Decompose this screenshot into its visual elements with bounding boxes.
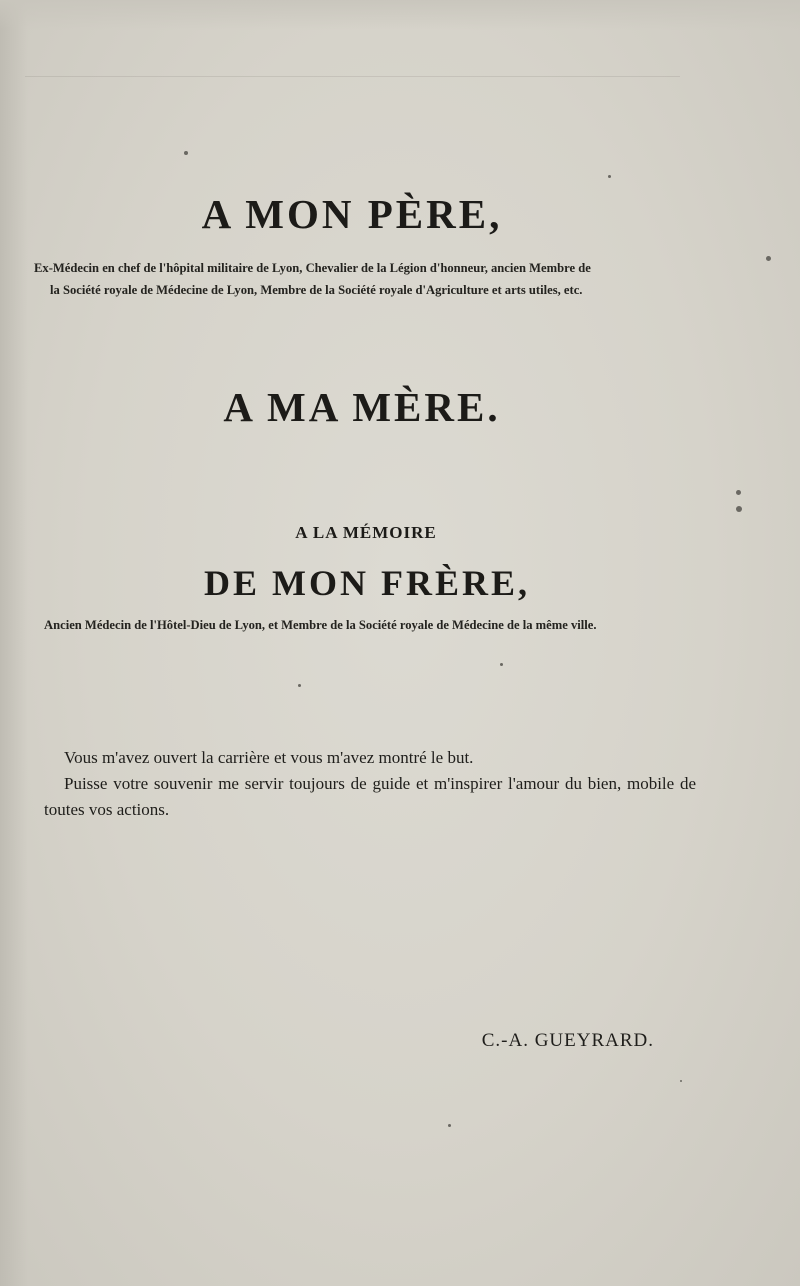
dedication-brother-heading: DE MON FRÈRE,	[204, 563, 530, 603]
author-signature: C.-A. GUEYRARD.	[481, 1030, 654, 1051]
bleed-through-rule	[25, 76, 680, 77]
dedication-brother-preheading: A LA MÉMOIRE	[295, 523, 437, 542]
dedication-mother-heading: A MA MÈRE.	[223, 384, 501, 430]
paper-speck	[766, 256, 771, 261]
paper-speck	[298, 684, 301, 687]
dedication-father-note	[34, 257, 694, 301]
dedication-father-note-line1: Ex-Médecin en chef de l'hôpital militaire de Lyon, Chevalier de la Légion d'honneur, ancien Membre de	[34, 261, 591, 275]
dedication-paragraph: Puisse votre souvenir me servir toujours de guide et m'inspirer l'amour du bien, mobile de toutes vos actions.	[44, 774, 696, 819]
paper-speck	[448, 1124, 451, 1127]
paper-speck	[736, 490, 741, 495]
dedication-paragraph: Vous m'avez ouvert la carrière et vous m'avez montré le but.	[64, 748, 474, 767]
page-edge-shadow-top	[0, 0, 800, 30]
paper-speck	[736, 506, 742, 512]
dedication-brother-note: Ancien Médecin de l'Hôtel-Dieu de Lyon, et Membre de la Société royale de Médecine de la même ville.	[44, 618, 597, 632]
paper-speck	[500, 663, 503, 666]
paper-speck	[680, 1080, 682, 1082]
dedication-father-heading: A MON PÈRE,	[201, 191, 503, 237]
paper-speck	[184, 151, 188, 155]
dedication-body	[44, 745, 696, 823]
dedication-father-note-line2: la Société royale de Médecine de Lyon, Membre de la Société royale d'Agriculture et arts utiles, etc.	[50, 283, 583, 297]
paper-speck	[608, 175, 611, 178]
